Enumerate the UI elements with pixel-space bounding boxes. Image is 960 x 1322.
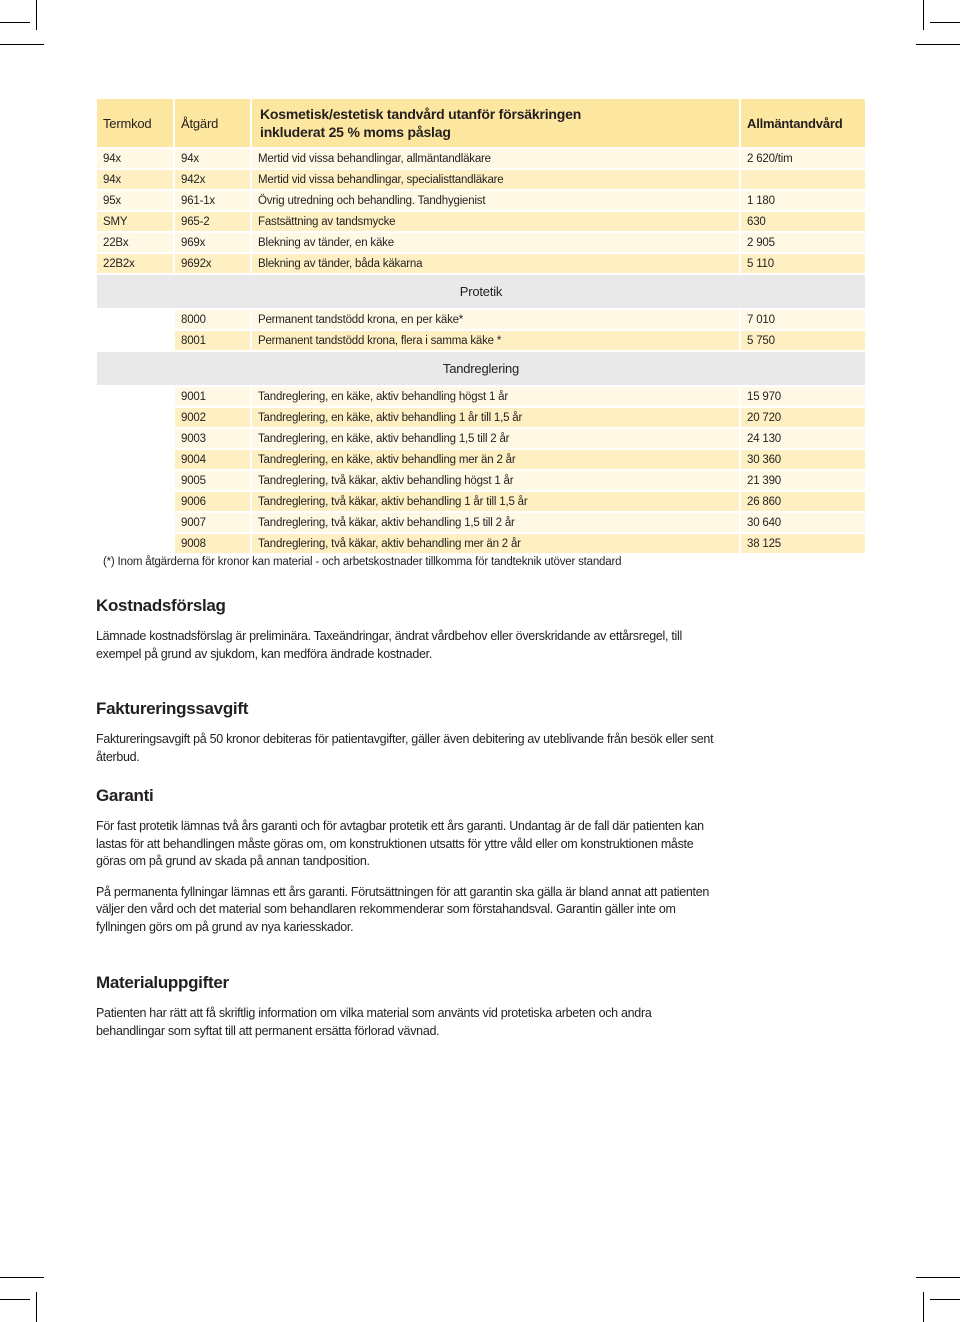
description-cell: Permanent tandstödd krona, en per käke*	[250, 310, 739, 329]
atgard-cell: 969x	[173, 233, 250, 252]
crop-mark	[923, 1292, 924, 1322]
faktureringsavgift-section	[96, 699, 716, 766]
table-title	[250, 99, 739, 147]
section-title: Tandreglering	[97, 352, 865, 385]
crop-mark	[36, 0, 37, 30]
price-table	[97, 97, 865, 555]
table-title-line1: Kosmetisk/estetisk tandvård utanför försäkringen	[260, 106, 582, 122]
price-cell: 630	[739, 212, 865, 231]
crop-mark	[0, 44, 44, 45]
crop-mark	[923, 0, 924, 30]
table-row	[97, 513, 865, 532]
crop-mark	[36, 1292, 37, 1322]
description-cell: Blekning av tänder, en käke	[250, 233, 739, 252]
termkod-cell	[97, 534, 173, 553]
price-cell: 5 110	[739, 254, 865, 273]
table-row	[97, 331, 865, 350]
price-cell: 2 620/tim	[739, 149, 865, 168]
description-cell: Tandreglering, två käkar, aktiv behandling högst 1 år	[250, 471, 739, 490]
description-cell: Tandreglering, en käke, aktiv behandling mer än 2 år	[250, 450, 739, 469]
crop-mark	[930, 22, 960, 23]
atgard-cell: 9004	[173, 450, 250, 469]
table-row	[97, 387, 865, 406]
termkod-cell: 22B2x	[97, 254, 173, 273]
description-cell: Permanent tandstödd krona, flera i samma käke *	[250, 331, 739, 350]
atgard-cell: 9005	[173, 471, 250, 490]
table-row	[97, 408, 865, 427]
atgard-cell: 9006	[173, 492, 250, 511]
description-cell: Tandreglering, två käkar, aktiv behandling 1 år till 1,5 år	[250, 492, 739, 511]
atgard-cell: 9692x	[173, 254, 250, 273]
termkod-header: Termkod	[97, 99, 173, 147]
price-cell: 38 125	[739, 534, 865, 553]
price-cell: 30 360	[739, 450, 865, 469]
table-row	[97, 254, 865, 273]
table-body	[97, 149, 865, 553]
description-cell: Blekning av tänder, båda käkarna	[250, 254, 739, 273]
termkod-cell	[97, 331, 173, 350]
materialuppgifter-section	[96, 973, 716, 1040]
termkod-cell: 22Bx	[97, 233, 173, 252]
termkod-cell	[97, 387, 173, 406]
termkod-cell: 94x	[97, 149, 173, 168]
price-cell: 21 390	[739, 471, 865, 490]
description-cell: Mertid vid vissa behandlingar, allmäntandläkare	[250, 149, 739, 168]
table-row	[97, 310, 865, 329]
price-cell	[739, 170, 865, 189]
description-cell: Tandreglering, en käke, aktiv behandling 1 år till 1,5 år	[250, 408, 739, 427]
crop-mark	[916, 44, 960, 45]
crop-mark	[930, 1299, 960, 1300]
table-row	[97, 450, 865, 469]
table-row	[97, 191, 865, 210]
description-cell: Mertid vid vissa behandlingar, specialisttandläkare	[250, 170, 739, 189]
crop-mark	[0, 1277, 44, 1278]
price-cell: 24 130	[739, 429, 865, 448]
atgard-cell: 965-2	[173, 212, 250, 231]
atgard-cell: 9007	[173, 513, 250, 532]
description-cell: Tandreglering, två käkar, aktiv behandling mer än 2 år	[250, 534, 739, 553]
section-heading: Garanti	[96, 786, 154, 805]
garanti-section	[96, 786, 716, 936]
table-row	[97, 149, 865, 168]
atgard-cell: 94x	[173, 149, 250, 168]
price-cell: 1 180	[739, 191, 865, 210]
termkod-cell: SMY	[97, 212, 173, 231]
price-cell: 30 640	[739, 513, 865, 532]
atgard-cell: 8000	[173, 310, 250, 329]
description-cell: Tandreglering, en käke, aktiv behandling 1,5 till 2 år	[250, 429, 739, 448]
termkod-cell	[97, 471, 173, 490]
atgard-cell: 9002	[173, 408, 250, 427]
kostnadsforslag-section	[96, 596, 716, 663]
table-row	[97, 233, 865, 252]
section-paragraph: På permanenta fyllningar lämnas ett års garanti. Förutsättningen för att garantin ska gälla är bland annat att patienten väljer den vård och det material som behandlaren rekommenderar som förstahandsval. Garantin gäller inte om fyllningen görs om på grund av nya kariesskador.	[96, 884, 710, 934]
atgard-cell: 8001	[173, 331, 250, 350]
section-paragraph: Patienten har rätt att få skriftlig information om vilka material som använts vid protetiska arbeten och andra behandlingar som syftat till att permanent ersätta förlorad vävnad.	[96, 1006, 652, 1038]
crop-mark	[0, 1299, 30, 1300]
price-cell: 5 750	[739, 331, 865, 350]
section-heading: Materialuppgifter	[96, 973, 229, 992]
table-row	[97, 170, 865, 189]
price-cell: 2 905	[739, 233, 865, 252]
footnote: (*) Inom åtgärderna för kronor kan material - och arbetskostnader tillkomma för tandteknik utöver standard	[103, 556, 622, 568]
table-row	[97, 534, 865, 553]
price-cell: 7 010	[739, 310, 865, 329]
table-row	[97, 492, 865, 511]
termkod-cell	[97, 408, 173, 427]
description-cell: Fastsättning av tandsmycke	[250, 212, 739, 231]
protetik-section-row	[97, 275, 865, 308]
termkod-cell	[97, 310, 173, 329]
table-row	[97, 212, 865, 231]
table-row	[97, 471, 865, 490]
section-heading: Faktureringssavgift	[96, 699, 249, 718]
atgard-cell: 9003	[173, 429, 250, 448]
section-paragraph: Lämnade kostnadsförslag är preliminära. Taxeändringar, ändrat vårdbehov eller överskridande av ettårsregel, till exempel på grund av sjukdom, kan medföra ändrade kostnader.	[96, 629, 682, 661]
tandreglering-section-row	[97, 352, 865, 385]
atgard-cell: 9001	[173, 387, 250, 406]
section-paragraph: Faktureringsavgift på 50 kronor debiteras för patientavgifter, gäller även debitering av uteblivande från besök eller sent återbud.	[96, 732, 714, 764]
table-row	[97, 429, 865, 448]
price-cell: 15 970	[739, 387, 865, 406]
section-title: Protetik	[97, 275, 865, 308]
termkod-cell: 95x	[97, 191, 173, 210]
table-title-line2: inkluderat 25 % moms påslag	[260, 124, 451, 140]
atgard-header: Åtgärd	[173, 99, 250, 147]
description-cell: Tandreglering, två käkar, aktiv behandling 1,5 till 2 år	[250, 513, 739, 532]
termkod-cell: 94x	[97, 170, 173, 189]
crop-mark	[0, 22, 30, 23]
atgard-cell: 961-1x	[173, 191, 250, 210]
termkod-cell	[97, 492, 173, 511]
crop-mark	[916, 1277, 960, 1278]
section-paragraph: För fast protetik lämnas två års garanti och för avtagbar protetik ett års garanti. Undantag är de fall där patienten kan lastas för att behandlingen måste göras om, om konstruktionen utsatts för yttre våld eller om konstruktionen måste göras om på grund av skada på annan tandposition.	[96, 819, 704, 868]
atgard-cell: 942x	[173, 170, 250, 189]
termkod-cell	[97, 429, 173, 448]
allmantandvard-header: Allmäntandvård	[739, 99, 865, 147]
price-cell: 26 860	[739, 492, 865, 511]
termkod-cell	[97, 513, 173, 532]
price-cell: 20 720	[739, 408, 865, 427]
section-heading: Kostnadsförslag	[96, 596, 226, 615]
description-cell: Övrig utredning och behandling. Tandhygienist	[250, 191, 739, 210]
termkod-cell	[97, 450, 173, 469]
description-cell: Tandreglering, en käke, aktiv behandling högst 1 år	[250, 387, 739, 406]
atgard-cell: 9008	[173, 534, 250, 553]
